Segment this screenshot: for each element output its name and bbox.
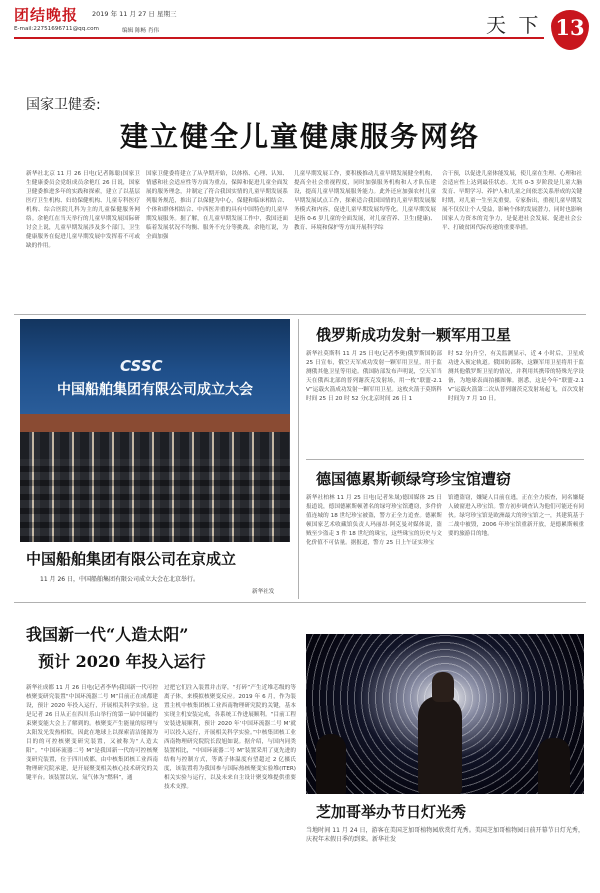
- photo-credit: 新华社发: [252, 589, 275, 595]
- lead-kicker: 国家卫健委:: [26, 97, 101, 113]
- germany-headline: 德国德累斯顿绿穹珍宝馆遭窃: [316, 470, 512, 488]
- russia-headline: 俄罗斯成功发射一颗军用卫星: [316, 326, 512, 344]
- stage-front: [20, 414, 290, 432]
- newspaper-logo: 团结晚报: [14, 6, 79, 24]
- germany-column-1: 新华社柏林 11 月 25 日电(记者朱晟)德国媒体 25 日报道说，德国德累斯顿著名的绿穹珍宝馆遭窃，多件价值连城的 18 世纪珍宝被盗，警方正全力追查。德累斯顿国家艺术收藏馆负责人玛丽昂·阿克曼对媒体说，盗贼至少盗走 3 件 18 世纪的珠宝，这些珠宝的历史与文化价值不可估量。据报道，警方 25 日上午证实珍宝: [306, 495, 442, 546]
- light-show-caption: 当地时间 11 月 24 日，游客在美国芝加哥植物园欣赏灯光秀。美国芝加哥植物园日前开幕节日灯光秀，庆祝年末假日季的到来。新华社发: [306, 827, 584, 843]
- visitor-right-silhouette: [538, 738, 570, 794]
- contact-email: E-mail:22751696711@qq.com: [14, 26, 99, 32]
- fusion-column-1: 新华社成都 11 月 26 日电(记者李华)我国新一代可控核聚变研究装置“中国环流器二号 M”目前正在成都建设，预计 2020 年投入运行，开展相关科学实验。这是记者 26 日从正在四川乐山举行的第一届中国磁约束聚变能大会上了解到的。核聚变产生能量的原理与太阳发光发热相似，因此在地球上以探索清洁能源为目的的可控核聚变研究装置，又被称为“人造太阳”。“中国环流器二号 M”是我国新一代的可控核聚变研究装置，位于四川成都，由中核集团核工业西南物理研究院承建，是开展聚变相关核心技术研究的关键平台。该装置以氘、氚气体为“燃料”，通: [26, 685, 158, 781]
- russia-column-1: 新华社莫斯科 11 月 25 日电(记者李奥)俄罗斯国防部 25 日宣布，俄空天军成功发射一颗军用卫星，用于监测俄其他卫星等用途。俄国防部发布声明说，空天军当天在俄西北部的普列谢茨克发射场，用一枚“联盟-2.1V”运载火箭成功发射一颗军用卫星。这枚火箭于莫斯科时间 25 日 20 时 52 分(北京时间 26 日 1: [306, 351, 442, 402]
- header-divider: [14, 37, 544, 39]
- conference-photo: [20, 319, 290, 542]
- lead-headline: 建立健全儿童健康服务网络: [119, 120, 480, 153]
- light-show-photo: [306, 634, 584, 794]
- page-number-badge: 13: [551, 10, 589, 50]
- lead-column-3: 儿童早期发展工作，要积极推动儿童早期发展健全机构，提高全社会重视程度，同时加强服务机构和人才队伍建设，提高儿童早期发展服务能力。此外还应加强农村儿童早期发展试点工作，探索适合我国国情的儿童早期发展服务模式和内容，促进儿童早期发展均等化。儿童早期发展是指 0-6 岁儿童的全面发展，对儿童营养、卫生(健康)、教育、环境和保护等方面开展科学综: [294, 171, 436, 231]
- banner-text: 中国船舶集团有限公司成立大会: [57, 382, 253, 398]
- column-divider: [298, 319, 299, 599]
- adult-silhouette: [418, 696, 462, 794]
- germany-column-2: 馆遭盗窃，嫌疑人目前在逃，正在全力侦查，同名嫌疑人破窗进入珍宝馆。警方初步调查认为他们可能还有同伙。绿穹珍宝馆是欧洲最大的珍宝馆之一，其建筑基于二战中被毁，2006 年珍宝馆重新开放，是德累斯顿重要的旅游目的地。: [448, 495, 584, 537]
- story-divider: [306, 459, 584, 460]
- issue-date: 2019 年 11 月 27 日 星期三: [92, 10, 177, 18]
- child-silhouette: [432, 672, 454, 702]
- photo-caption-title: 中国船舶集团有限公司在京成立: [26, 550, 237, 568]
- section-divider: [14, 314, 586, 315]
- fusion-headline-line1: 我国新一代“人造太阳”: [26, 625, 189, 644]
- fusion-headline-line2: 预计 2020 年投入运行: [38, 652, 206, 671]
- editor-credit: 编辑 陈畅 肖伟: [122, 28, 160, 34]
- visitor-left-silhouette: [316, 734, 346, 794]
- russia-column-2: 时 52 分)升空，有关监测显示，近 4 小时后，卫星成功进入预定轨道。俄国防部称，这颗军用卫星将用于监测其他俄罗斯卫星的情况，并利用其携带的特殊光学设备，为地球表面拍摄图像。据悉，这是今年“联盟-2.1V”运载火箭第二次从普列谢茨克发射场起飞，首次发射时间为 7 月 10 日。: [448, 351, 584, 402]
- lead-column-2: 国家卫健委将建立了从孕期开始，以体格、心理、认知、情感和社会适应性等方面为重点，保障和促进儿童全面发展的服务理念，并制定了符合我国实情的儿童早期发展系列服务规范，推出了以保健为中心，保健和临床相结合、个体和群体相结合、中西医并重的具有中国特色的儿童早期发展服务。据了解，在儿童早期发展工作中，我国还面临着发展状况不均衡、服务不充分等挑战。余艳红说，为全面加强: [146, 171, 288, 240]
- photo-caption-text: 11 月 26 日，中国船舶集团有限公司成立大会在北京举行。: [40, 576, 199, 583]
- section-title: 天 下: [486, 13, 542, 37]
- light-show-headline: 芝加哥举办节日灯光秀: [316, 803, 467, 821]
- lead-column-4: 合干预，以促进儿童体能发展，使儿童在生理、心理和社会适应性上达到最佳状态。尤其 0-3 岁阶段是儿童大脑发育、早期学习、养护人和儿童之间依恋关系形成的关键时期，对儿童一生至关重要。专家指出，重视儿童早期发展不仅仅让个人受益，影响个体的发展潜力，同时也影响国家人力资本的竞争力，是促进社会发展、促进社会公平、打破贫困代际传递的重要举措。: [442, 171, 582, 231]
- audience-shading: [20, 459, 290, 542]
- section-divider-2: [14, 602, 586, 603]
- lead-column-1: 新华社北京 11 月 26 日电(记者陈聪)国家卫生健康委员会党组成员余艳红 26 日说，国家卫健委推进多年的实践和探索，建立了以基层医疗卫生机构、妇幼保健机构、儿童专科医疗机构、综合医院儿科为主的儿童保健服务网络。余艳红在当天举行的儿童早期发展国际研讨会上说，儿童早期发展涉及多个部门，卫生健康服务在促进儿童早期发展中发挥着不可或缺的作用。: [26, 171, 140, 249]
- fusion-column-2: 过把它们注入装置并击穿，“打碎”产生近堆芯级的等离子体，来模拟核聚变反应。2019 年 6 月，作为装置主机中核集团核工业西南物理研究院的关键，基本实现主机安装完成，各系统工作进展顺利。“目前工程安装进展顺利，预计 2020 年‘中国环流器二号 M’就可以投入运行，开展相关科学实验。”中核集团核工业西南物理研究院院长段旭如说。据介绍，与国内同类装置相比，“中国环流器二号 M”装置采用了更先进的结构与控制方式，等离子体温度有望超过 2 亿摄氏度，该装置将为我国参与国际热核聚变实验堆(ITER)相关实验与运行，以及未来自主设计聚变堆提供重要技术支撑。: [164, 685, 296, 790]
- cssc-logo: CSSC: [120, 357, 163, 375]
